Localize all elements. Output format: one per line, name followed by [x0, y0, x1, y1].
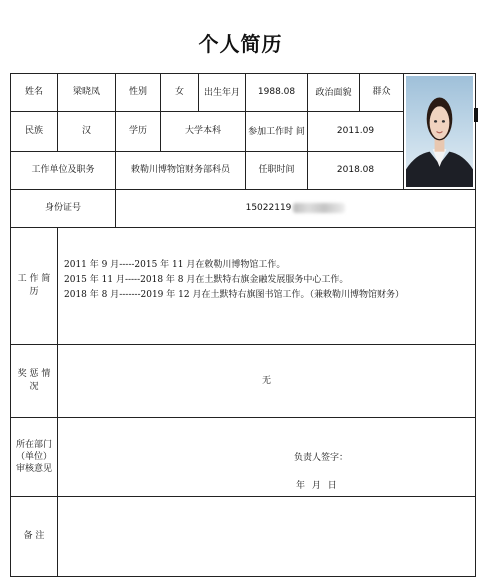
table-row	[11, 418, 476, 497]
gender-value: 女	[161, 74, 199, 112]
remarks-label: 备 注	[11, 497, 58, 577]
page-title: 个人简历	[198, 32, 283, 56]
resume-table	[10, 73, 476, 577]
politics-value: 群众	[360, 74, 404, 112]
ethnicity-value: 汉	[58, 112, 116, 152]
tenure-value: 2018.08	[308, 152, 404, 190]
portrait-photo	[406, 76, 473, 187]
work-line: 2018 年 8 月-------2019 年 12 月在土默特右旗图书馆工作。（兼敕勒川博物馆财务）	[64, 290, 404, 300]
birth-value: 1988.08	[246, 74, 308, 112]
photo-cell	[404, 74, 476, 190]
id-value: 15022119	[245, 203, 292, 213]
awards-value: 无	[58, 345, 476, 418]
education-value: 大学本科	[161, 112, 246, 152]
name-label: 姓名	[11, 74, 58, 112]
edge-mark	[474, 108, 478, 122]
unit-value: 敕勒川博物馆财务部科员	[116, 152, 246, 190]
work-line: 2011 年 9 月-----2015 年 11 月在敕勒川博物馆工作。	[64, 260, 286, 270]
workstart-label: 参加工作时 间	[246, 112, 308, 152]
politics-label: 政治面貌	[308, 74, 360, 112]
signature-label: 负责人签字：	[294, 453, 349, 463]
id-label: 身份证号	[11, 190, 116, 228]
work-history	[58, 228, 476, 345]
ethnicity-label: 民族	[11, 112, 58, 152]
table-row	[11, 345, 476, 418]
birth-label: 出生年月	[199, 74, 246, 112]
date-label: 年 月 日	[296, 481, 339, 491]
table-row	[11, 190, 476, 228]
redaction-blur	[293, 203, 345, 213]
id-value-cell	[116, 190, 476, 228]
name-value: 梁晓凤	[58, 74, 116, 112]
gender-label: 性别	[116, 74, 161, 112]
education-label: 学历	[116, 112, 161, 152]
remarks-value	[58, 497, 476, 577]
awards-label: 奖 惩 情 况	[11, 345, 58, 418]
work-label: 工 作 简 历	[11, 228, 58, 345]
tenure-label: 任职时间	[246, 152, 308, 190]
table-row	[11, 497, 476, 577]
table-row	[11, 228, 476, 345]
review-cell	[58, 418, 476, 497]
table-row	[11, 74, 476, 112]
work-line: 2015 年 11 月-----2018 年 8 月在土默特右旗金融发展服务中心工作。	[64, 275, 349, 285]
review-label: 所在部门（单位）审核意见	[11, 418, 58, 497]
workstart-value: 2011.09	[308, 112, 404, 152]
unit-label: 工作单位及职务	[11, 152, 116, 190]
